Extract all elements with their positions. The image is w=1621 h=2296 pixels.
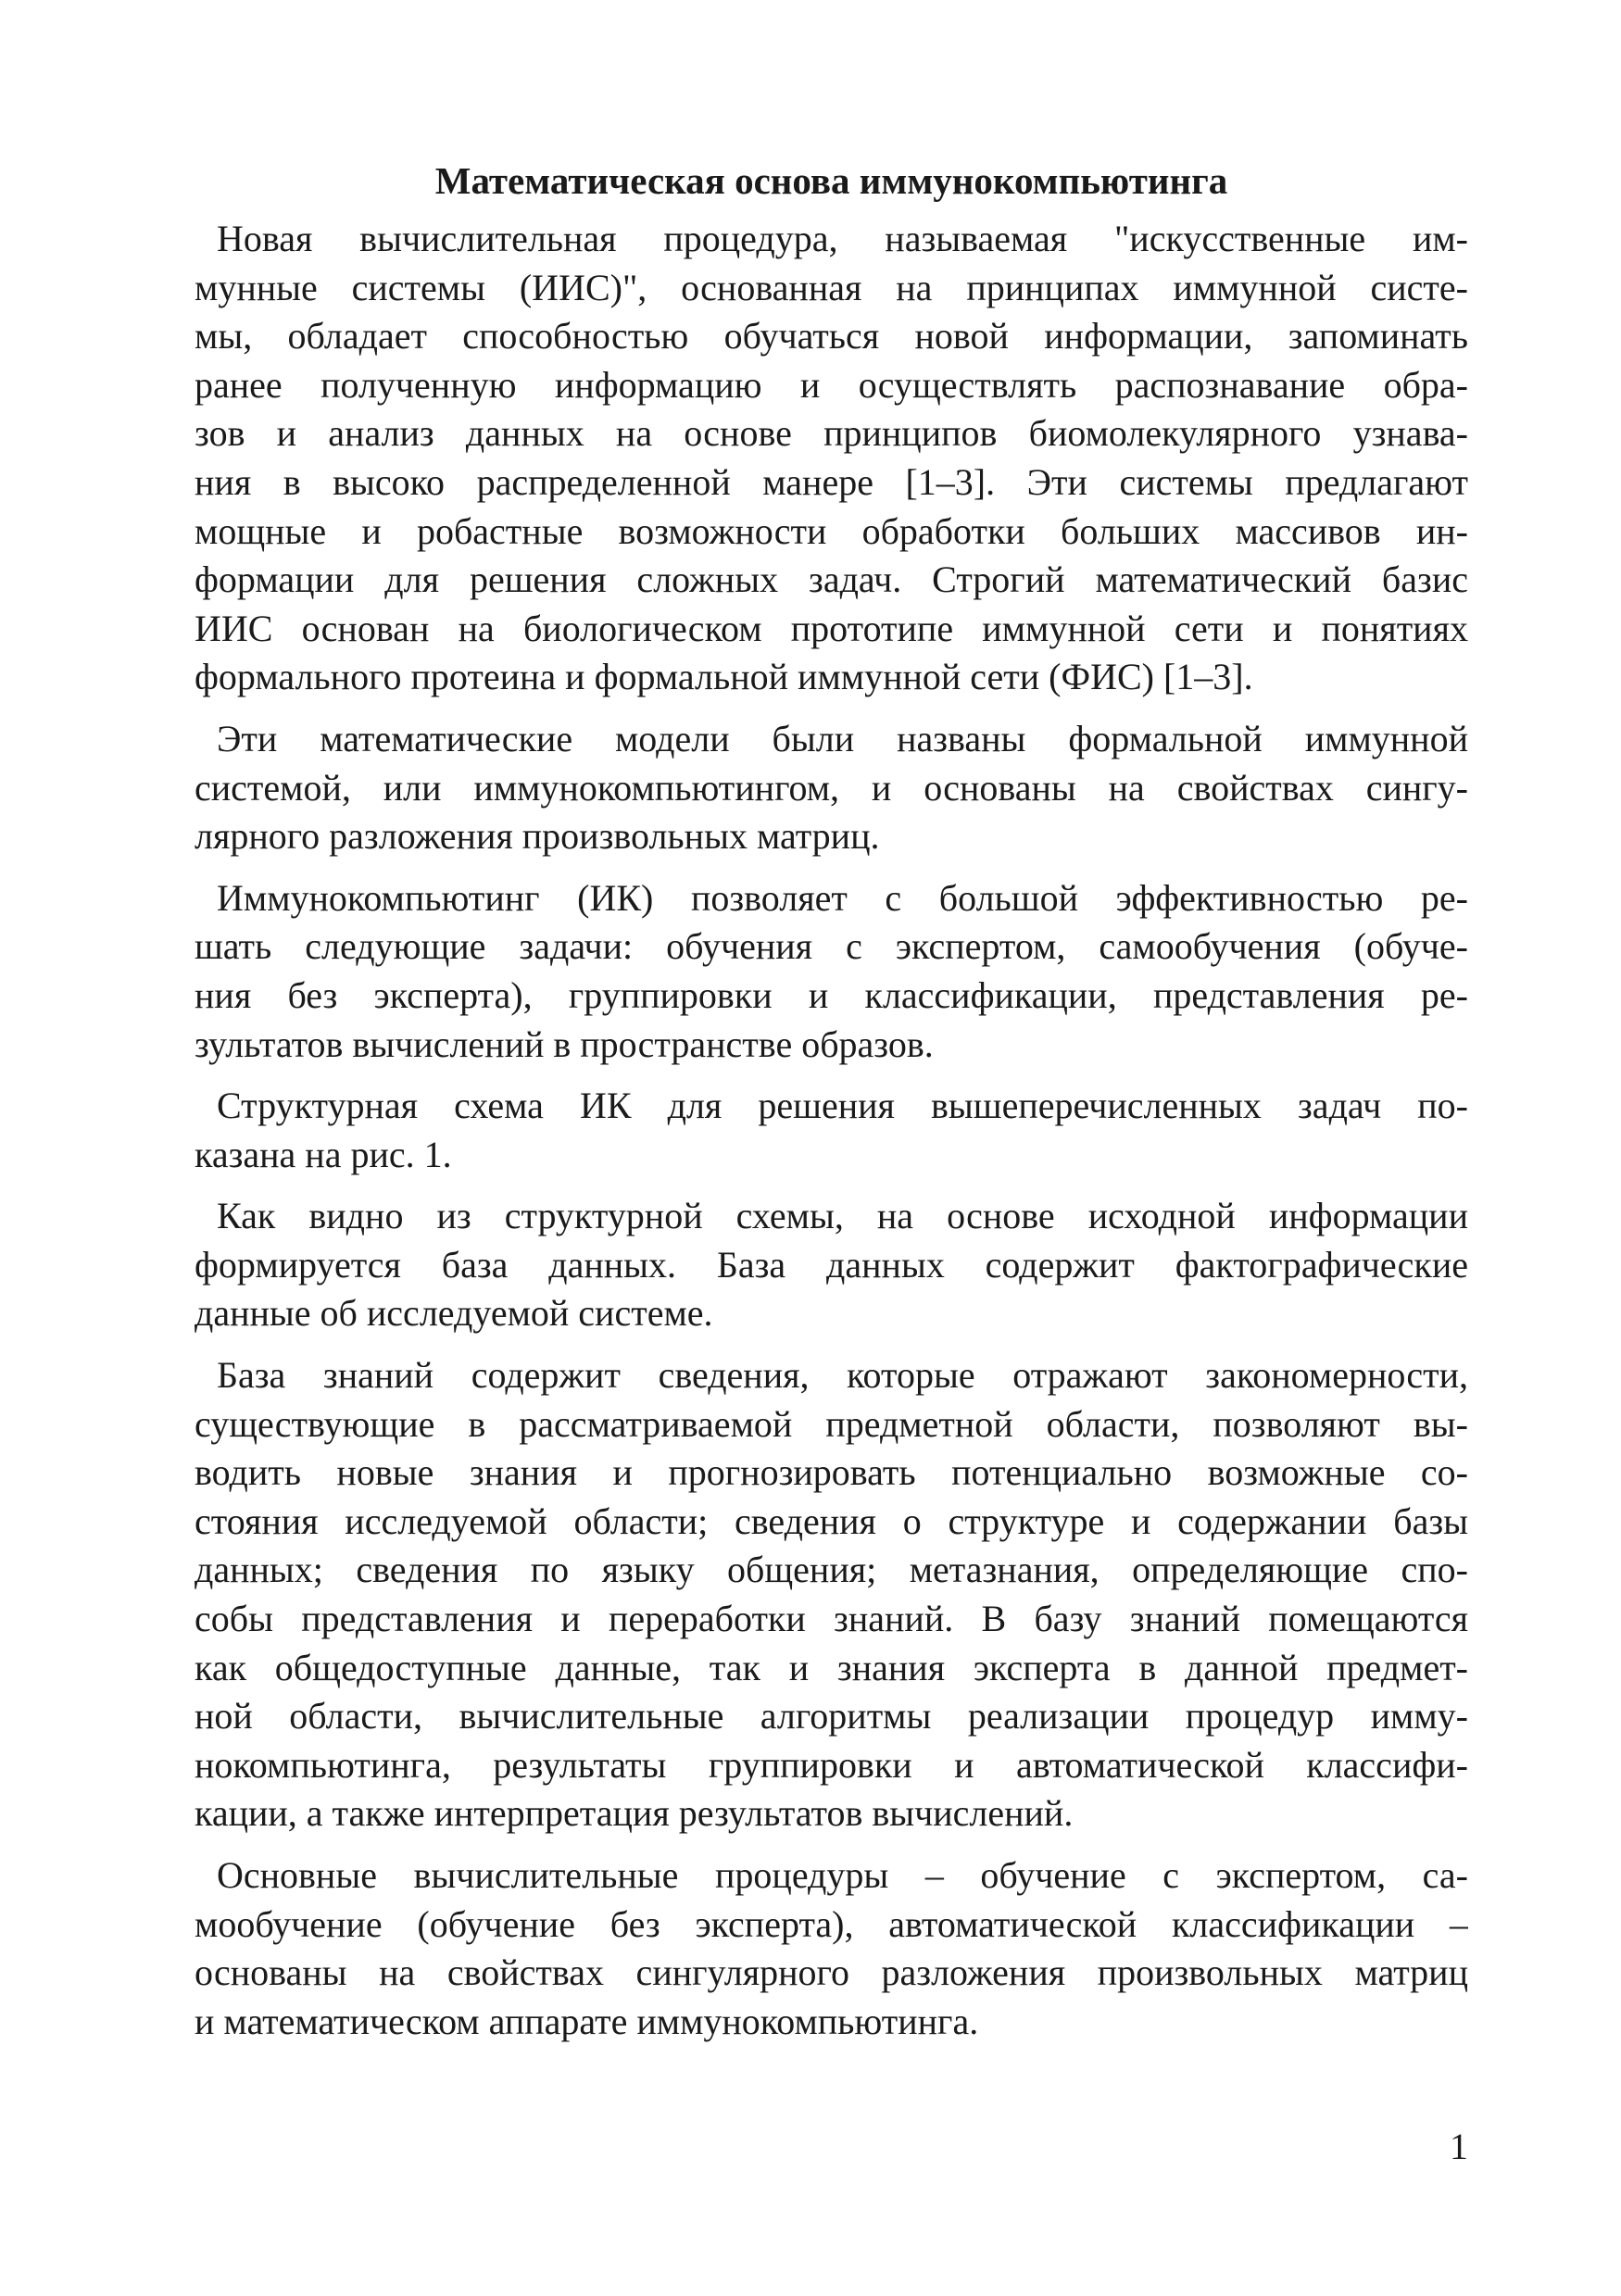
paragraph	[195, 1351, 1468, 1838]
text-line: ной области, вычислительные алгоритмы реализации процедур имму-	[195, 1695, 1468, 1738]
text-line: мощные и робастные возможности обработки больших массивов ин-	[195, 509, 1468, 552]
text-line: как общедоступные данные, так и знания эксперта в данной предмет-	[195, 1646, 1468, 1688]
text-line: нокомпьютинга, результаты группировки и автоматической классифи-	[195, 1743, 1468, 1786]
text-line: Иммунокомпьютинг (ИК) позволяет с большой эффективностью ре-	[217, 876, 1468, 919]
text-line: Структурная схема ИК для решения вышеперечисленных задач по-	[217, 1085, 1468, 1127]
text-line: Основные вычислительные процедуры – обучение с экспертом, са-	[217, 1854, 1468, 1896]
text-line: существующие в рассматриваемой предметной области, позволяют вы-	[195, 1402, 1468, 1445]
text-line: основаны на свойствах сингулярного разложения произвольных матриц	[195, 1951, 1468, 1994]
text-line: мунные системы (ИИС)", основанная на принципах иммунной систе-	[195, 266, 1468, 308]
text-line: формации для решения сложных задач. Строгий математический базис	[195, 558, 1468, 601]
paragraph	[195, 215, 1468, 702]
text-line: лярного разложения произвольных матриц.	[195, 815, 880, 858]
text-line: и математическом аппарате иммунокомпьютинга.	[195, 2000, 979, 2042]
paragraph	[195, 874, 1468, 1069]
text-line: кации, а также интерпретация результатов вычислений.	[195, 1792, 1074, 1835]
text-line: данных; сведения по языку общения; метазнания, определяющие спо-	[195, 1549, 1468, 1591]
text-line: ния в высоко распределенной манере [1–3]. Эти системы предлагают	[195, 460, 1468, 503]
text-line: База знаний содержит сведения, которые отражают закономерности,	[217, 1354, 1468, 1397]
paragraph	[195, 715, 1468, 861]
text-line: Как видно из структурной схемы, на основе исходной информации	[217, 1195, 1468, 1237]
text-line: ния без эксперта), группировки и классификации, представления ре-	[195, 973, 1468, 1016]
body-text	[195, 215, 1468, 2046]
text-line: зов и анализ данных на основе принципов биомолекулярного узнава-	[195, 412, 1468, 455]
text-line: Эти математические модели были названы формальной иммунной	[217, 717, 1468, 759]
text-line: водить новые знания и прогнозировать потенциально возможные со-	[195, 1451, 1468, 1494]
paragraph	[195, 1851, 1468, 2046]
text-line: данные об исследуемой системе.	[195, 1292, 713, 1335]
text-line: системой, или иммунокомпьютингом, и основаны на свойствах сингу-	[195, 766, 1468, 809]
text-line: собы представления и переработки знаний. В базу знаний помещаются	[195, 1598, 1468, 1640]
text-line: Новая вычислительная процедура, называемая "искусственные им-	[217, 218, 1468, 259]
page-content	[195, 156, 1468, 2059]
page-number: 1	[1450, 2126, 1468, 2167]
text-line: формируется база данных. База данных содержит фактографические	[195, 1243, 1468, 1286]
page-title: Математическая основа иммунокомпьютинга	[434, 159, 1228, 202]
text-line: мообучение (обучение без эксперта), автоматической классификации –	[195, 1902, 1468, 1945]
text-line: казана на рис. 1.	[195, 1133, 452, 1175]
text-line: ИИС основан на биологическом прототипе иммунной сети и понятиях	[195, 607, 1468, 649]
text-line: мы, обладает способностью обучаться новой информации, запоминать	[195, 315, 1468, 358]
text-line: формального протеина и формальной иммунной сети (ФИС) [1–3].	[195, 656, 1253, 698]
text-line: стояния исследуемой области; сведения о структуре и содержании базы	[195, 1499, 1468, 1542]
text-line: зультатов вычислений в пространстве образов.	[195, 1023, 934, 1065]
text-line: шать следующие задачи: обучения с экспертом, самообучения (обуче-	[195, 925, 1468, 968]
text-line: ранее полученную информацию и осуществлять распознавание обра-	[195, 363, 1468, 406]
paragraph	[195, 1192, 1468, 1338]
paragraph	[195, 1082, 1468, 1179]
